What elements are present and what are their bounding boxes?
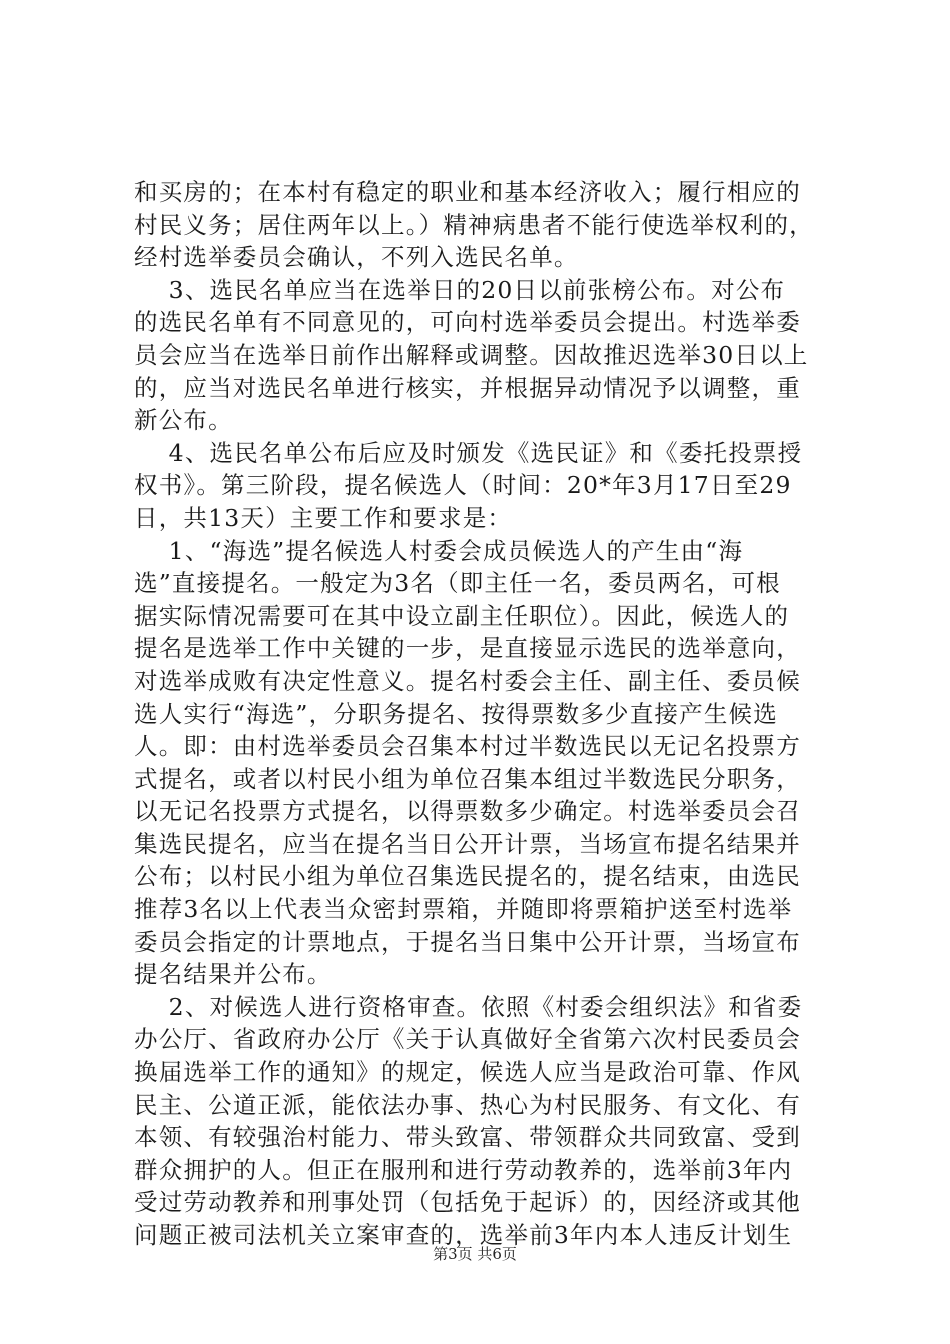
text-line: 换届选举工作的通知》的规定，候选人应当是政治可靠、作风 [134,1058,801,1087]
text-line: 问题正被司法机关立案审查的，选举前3年内本人违反计划生 [134,1221,793,1249]
text-line: 办公厅、省政府办公厅《关于认真做好全省第六次村民委员会 [134,1025,801,1054]
text-line: 对选举成败有决定性意义。提名村委会主任、副主任、委员候 [134,666,801,695]
text-line: 集选民提名，应当在提名当日公开计票，当场宣布提名结果并 [134,829,801,858]
page-number: 第3页 共6页 [433,1245,517,1263]
text-line: 据实际情况需要可在其中设立副主任职位）。因此，候选人的 [134,601,790,630]
text-line: 员会应当在选举日前作出解释或调整。因故推迟选举30日以上 [134,340,809,369]
text-line: 提名结果并公布。 [134,960,332,989]
paragraph [134,274,824,437]
text-line: 提名是选举工作中关键的一步，是直接显示选民的选举意向， [134,634,801,663]
text-line: 的，应当对选民名单进行核实，并根据异动情况予以调整，重 [134,373,801,402]
text-line: 民主、公道正派，能依法办事、热心为村民服务、有文化、有 [134,1090,801,1119]
text-line: 3、选民名单应当在选举日的20日以前张榜公布。对公布 [134,275,786,304]
text-line: 1、“海选”提名候选人村委会成员候选人的产生由“海 [134,536,744,565]
text-line: 人。即：由村选举委员会召集本村过半数选民以无记名投票方 [134,732,801,761]
text-line: 选”直接提名。一般定为3名（即主任一名，委员两名，可根 [134,569,781,598]
text-line: 日，共13天）主要工作和要求是： [134,503,513,532]
text-line: 式提名，或者以村民小组为单位召集本组过半数选民分职务， [134,764,801,793]
text-line: 公布；以村民小组为单位召集选民提名的，提名结束，由选民 [134,862,801,891]
text-line: 本领、有较强治村能力、带头致富、带领群众共同致富、受到 [134,1123,801,1152]
paragraph [134,176,824,274]
text-line: 的选民名单有不同意见的，可向村选举委员会提出。村选举委 [134,308,801,337]
text-line: 选人实行“海选”，分职务提名、按得票数多少直接产生候选 [134,699,778,728]
text-line: 受过劳动教养和刑事处罚（包括免于起诉）的，因经济或其他 [134,1188,801,1217]
document-body [134,176,824,1252]
text-line: 以无记名投票方式提名，以得票数多少确定。村选举委员会召 [134,797,801,826]
text-line: 2、对候选人进行资格审查。依照《村委会组织法》和省委 [134,992,803,1021]
text-line: 推荐3名以上代表当众密封票箱，并随即将票箱护送至村选举 [134,895,793,924]
text-line: 村民义务；居住两年以上。）精神病患者不能行使选举权利的， [134,210,814,239]
text-line: 4、选民名单公布后应及时颁发《选民证》和《委托投票授 [134,438,803,467]
paragraph [134,991,824,1252]
paragraph [134,437,824,535]
text-line: 和买房的；在本村有稳定的职业和基本经济收入；履行相应的 [134,178,801,206]
text-line: 群众拥护的人。但正在服刑和进行劳动教养的，选举前3年内 [134,1155,793,1184]
text-line: 新公布。 [134,406,233,435]
paragraph [134,535,824,991]
text-line: 权书》。第三阶段，提名候选人（时间：20*年3月17日至29 [134,471,792,500]
text-line: 委员会指定的计票地点，于提名当日集中公开计票，当场宣布 [134,927,801,956]
text-line: 经村选举委员会确认，不列入选民名单。 [134,243,579,272]
